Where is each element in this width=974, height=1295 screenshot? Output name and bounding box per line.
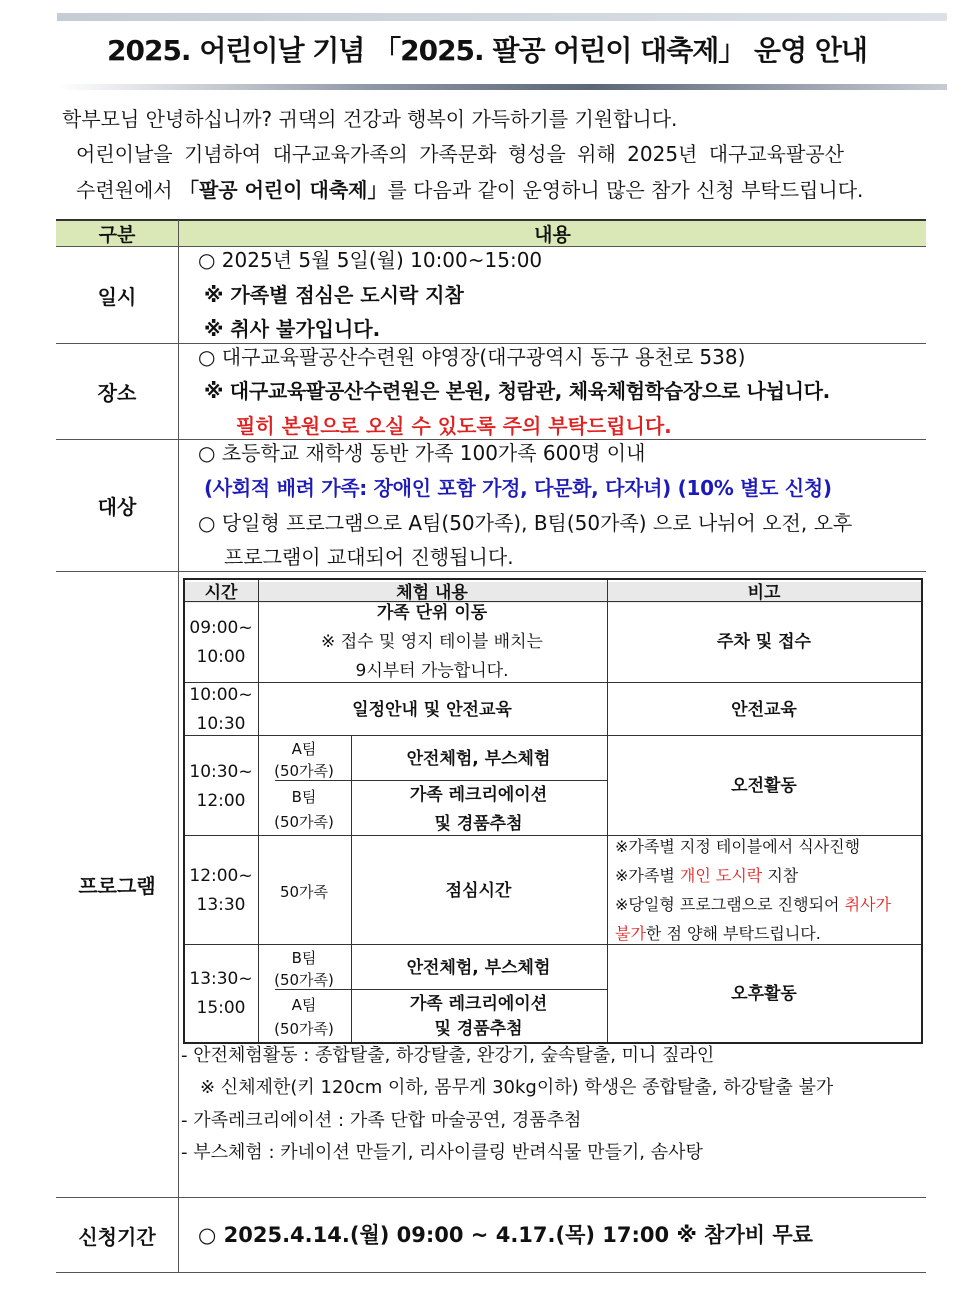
prog-header-time: 시간 — [204, 583, 238, 603]
target-line-3: ○ 당일형 프로그램으로 A팀(50가족), B팀(50가족) 으로 나뉘어 오전, 오후 — [198, 511, 853, 535]
program-note-4: - 부스체험 : 카네이션 만들기, 리사이클링 반려식물 만들기, 솜사탕 — [181, 1142, 703, 1163]
place-line-1: ○ 대구교육팔공산수련원 야영장(대구광역시 동구 용천로 538) — [198, 345, 746, 369]
datetime-line-1: ○ 2025년 5월 5일(월) 10:00~15:00 — [198, 248, 543, 272]
prog-header-content: 체험 내용 — [396, 583, 468, 603]
prog-row5-time: 13:30~ 15:00 — [189, 969, 253, 1018]
prog-row5-team-b: B팀 (50가족) — [274, 948, 334, 989]
intro-line-2: 어린이날을 기념하여 대구교육가족의 가족문화 형성을 위해 2025년 대구교육팔공산 — [76, 142, 844, 166]
intro-line-1: 학부모님 안녕하십니까? 귀댁의 건강과 행복이 가득하기를 기원합니다. — [62, 107, 678, 131]
target-line-2: (사회적 배려 가족: 장애인 포함 가정, 다문화, 다자녀) (10% 별도 신청) — [204, 476, 832, 500]
label-apply: 신청기간 — [78, 1224, 156, 1249]
prog-row5-team-a: A팀 (50가족) — [274, 996, 334, 1038]
program-note-3: - 가족레크리에이션 : 가족 단합 마술공연, 경품추첨 — [181, 1110, 582, 1131]
prog-row2-content: 일정안내 및 안전교육 — [352, 699, 512, 720]
title-underline — [57, 84, 947, 90]
target-line-1: ○ 초등학교 재학생 동반 가족 100가족 600명 이내 — [198, 441, 646, 465]
prog-row2-time: 10:00~ 10:30 — [189, 685, 253, 734]
prog-row3-team-b: B팀 (50가족) — [274, 787, 334, 831]
prog-row5-content-a: 가족 레크리에이션 및 경품추첨 — [409, 994, 548, 1039]
place-line-2: ※ 대구교육팔공산수련원은 본원, 청람관, 체육체험학습장으로 나뉩니다. — [204, 379, 830, 403]
prog-row4-content: 점심시간 — [445, 880, 512, 901]
prog-row2-note: 안전교육 — [731, 699, 797, 720]
apply-period: ○ 2025.4.14.(월) 09:00 ~ 4.17.(목) 17:00 ※ 참가비 무료 — [198, 1223, 813, 1247]
prog-row3-team-a: A팀 (50가족) — [274, 739, 334, 780]
datetime-line-2: ※ 가족별 점심은 도시락 지참 — [204, 283, 464, 307]
prog-row5-content-b: 안전체험, 부스체험 — [406, 958, 551, 978]
prog-header-note: 비고 — [747, 583, 781, 603]
label-target: 대상 — [97, 495, 137, 519]
prog-row3-content-b: 가족 레크리에이션 및 경품추첨 — [409, 784, 548, 834]
prog-row4-time: 12:00~ 13:30 — [189, 866, 253, 915]
label-program: 프로그램 — [78, 874, 156, 898]
datetime-line-3: ※ 취사 불가입니다. — [204, 317, 381, 341]
target-line-4: 프로그램이 교대되어 진행됩니다. — [224, 545, 514, 569]
prog-row4-team: 50가족 — [279, 882, 329, 901]
program-note-1: - 안전체험활동 : 종합탈출, 하강탈출, 완강기, 숲속탈출, 미니 짚라인 — [181, 1045, 715, 1066]
header-content: 내용 — [534, 224, 571, 246]
program-note-2: ※ 신체제한(키 120cm 이하, 몸무게 30kg이하) 학생은 종합탈출, 하강탈출 불가 — [200, 1077, 834, 1098]
label-place: 장소 — [97, 381, 137, 405]
page-title: 2025. 어린이날 기념 「2025. 팔공 어린이 대축제」 운영 안내 — [107, 34, 867, 67]
prog-row3-content-a: 안전체험, 부스체험 — [406, 749, 551, 769]
prog-row5-note: 오후활동 — [731, 983, 797, 1004]
label-datetime: 일시 — [97, 284, 137, 309]
intro-line-3: 수련원에서 「팔공 어린이 대축제」를 다음과 같이 운영하니 많은 참가 신청 부탁드립니다. — [76, 178, 864, 202]
prog-row1-time: 09:00~ 10:00 — [189, 617, 253, 667]
prog-row3-note: 오전활동 — [731, 776, 797, 796]
prog-row1-content: 가족 단위 이동 ※ 접수 및 영지 테이블 배치는 9시부터 가능합니다. — [321, 603, 543, 681]
prog-row3-time: 10:30~ 12:00 — [189, 761, 253, 811]
place-line-3: 필히 본원으로 오실 수 있도록 주의 부탁드립니다. — [236, 414, 672, 438]
header-category: 구분 — [98, 224, 136, 246]
top-decor-bar — [57, 13, 947, 21]
prog-row4-note: ※가족별 지정 테이블에서 식사진행 ※가족별 개인 도시락 지참 ※당일형 프로그램으로 진행되어 취사가 불가한 점 양해 부탁드립니다. — [615, 837, 891, 943]
prog-row1-note: 주차 및 접수 — [717, 632, 811, 652]
